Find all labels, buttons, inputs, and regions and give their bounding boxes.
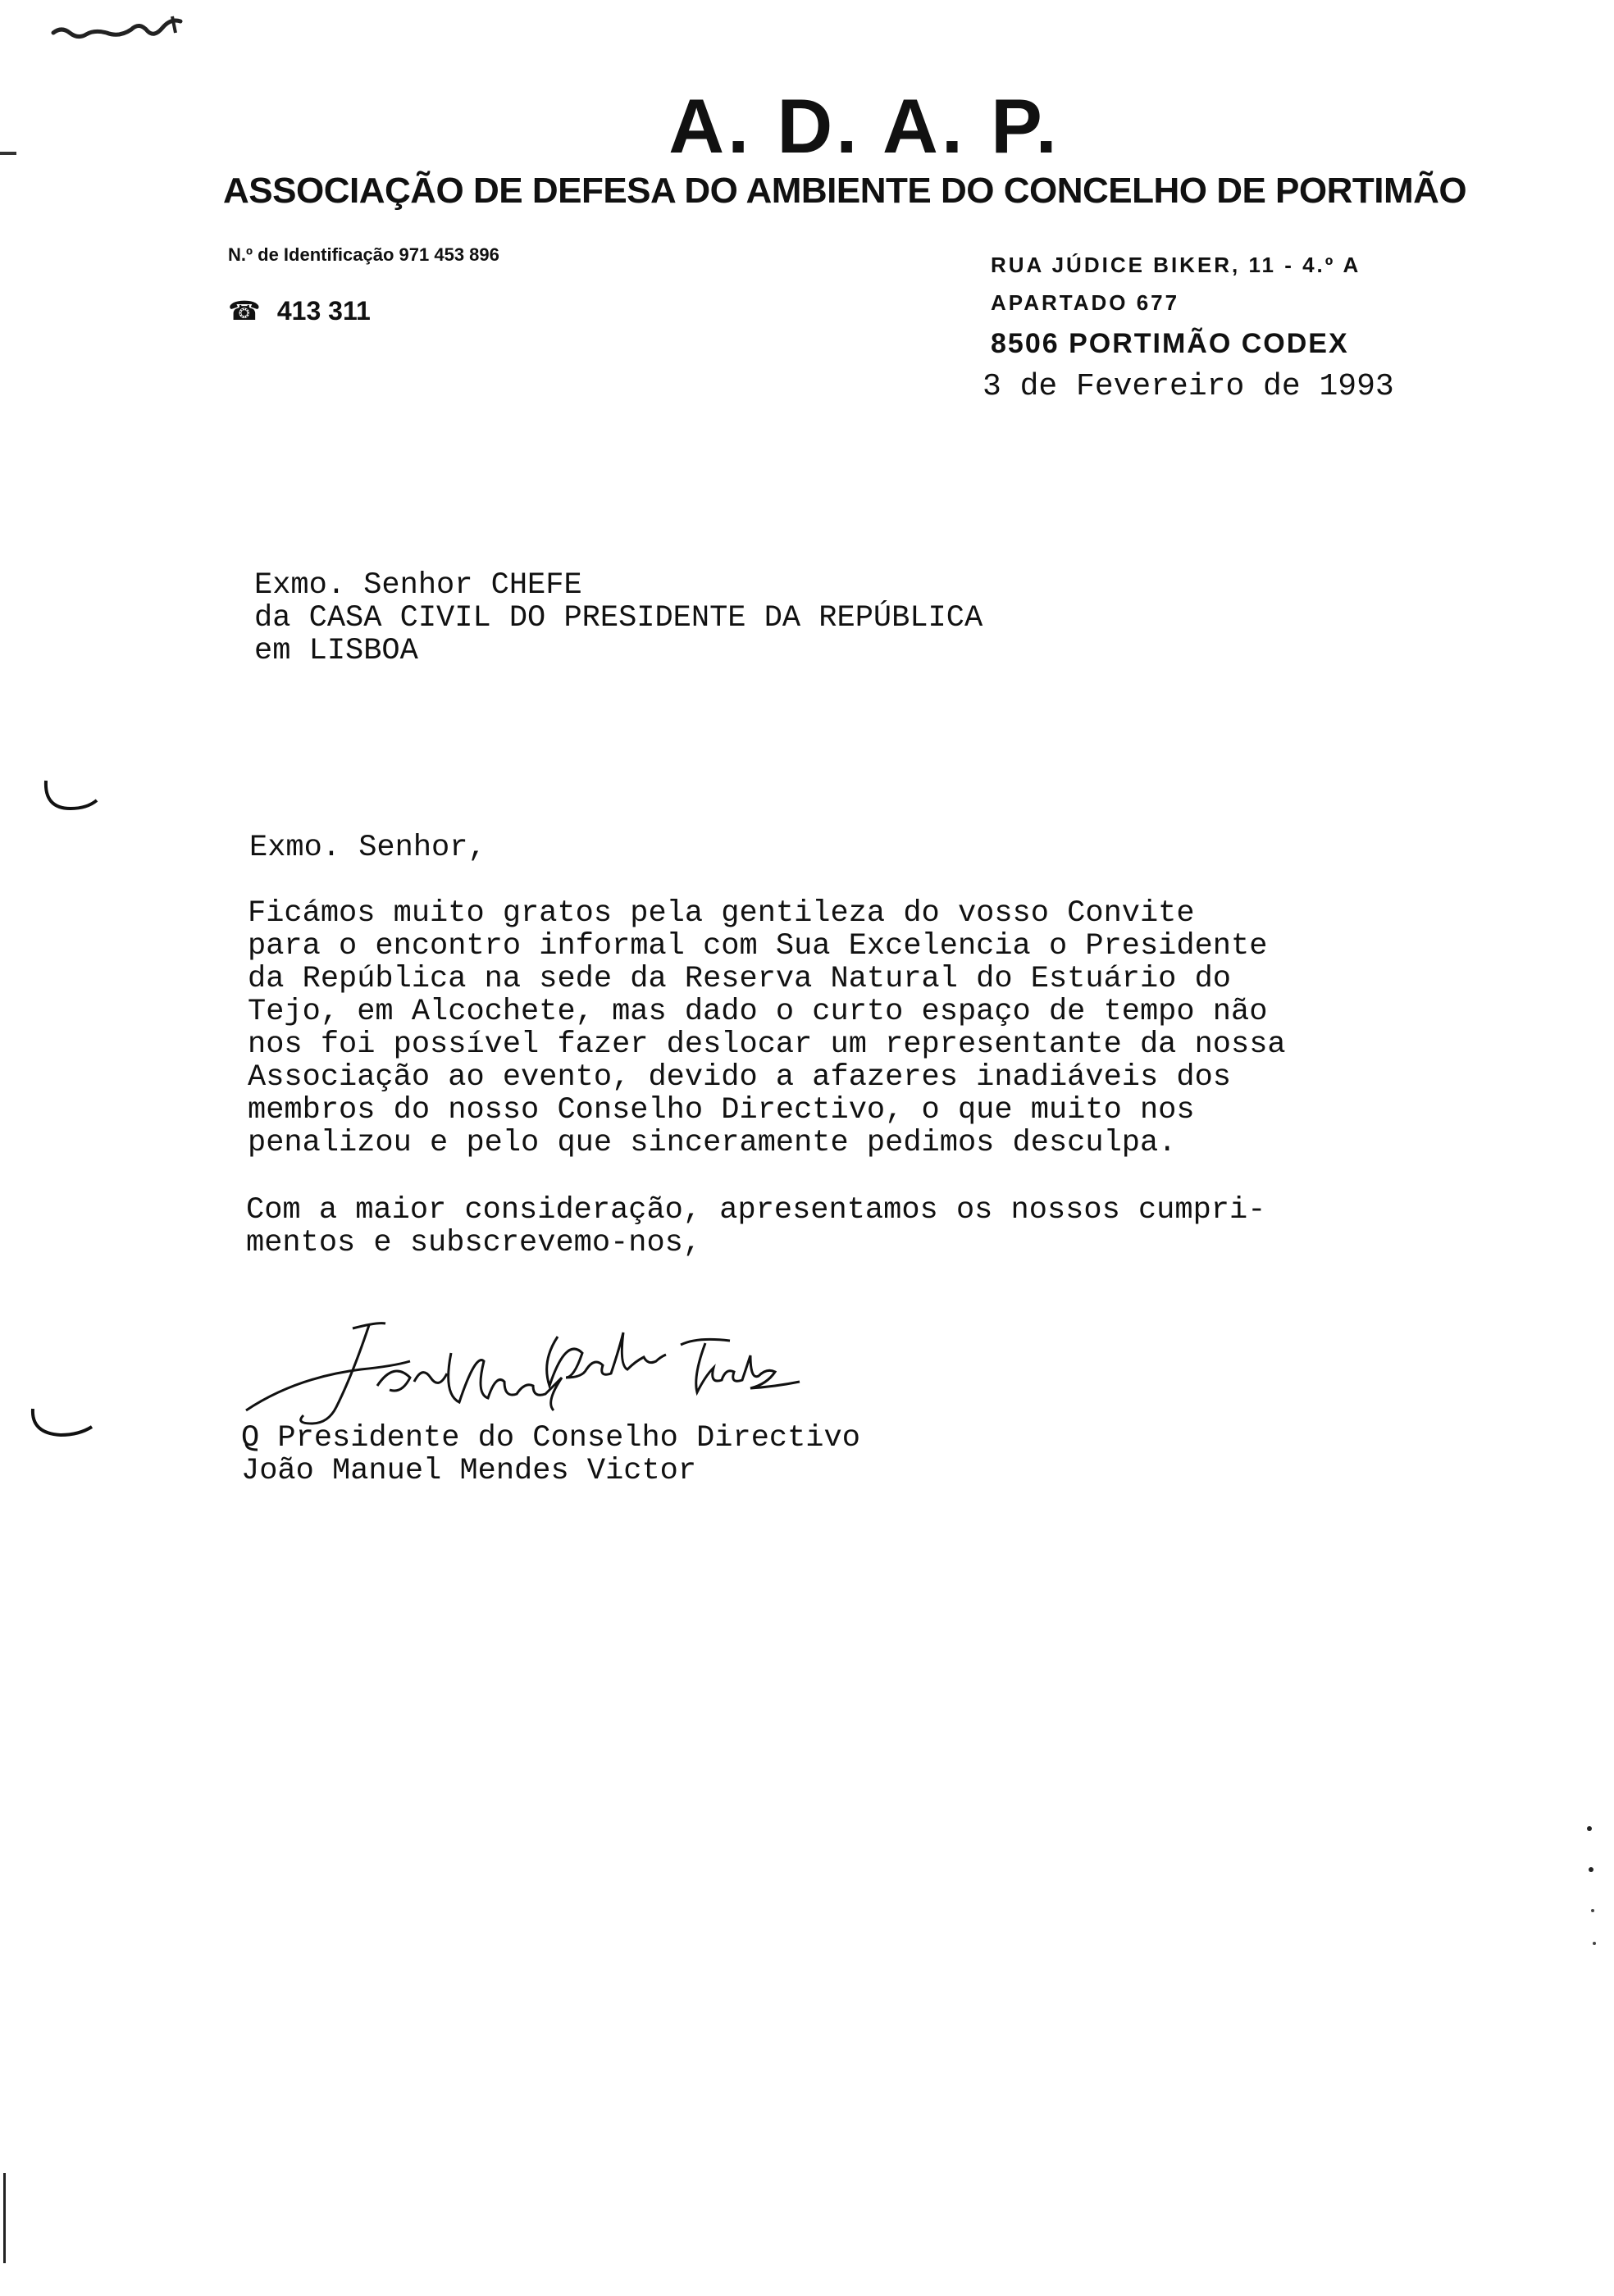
signer-name: João Manuel Mendes Victor (241, 1454, 697, 1488)
handwritten-scribble-mark (49, 8, 189, 49)
signer-title: O Presidente do Conselho Directivo (241, 1421, 860, 1456)
organization-acronym: A. D. A. P. (668, 83, 1060, 169)
phone-line (228, 295, 371, 326)
recipient-address: Exmo. Senhor CHEFE da CASA CIVIL DO PRESIDENTE DA REPÚBLICA em LISBOA (254, 568, 983, 668)
punch-hole-mark-upper (43, 779, 100, 812)
address-city: 8506 PORTIMÃO CODEX (991, 328, 1349, 359)
address-street: RUA JÚDICE BIKER, 11 - 4.º A (991, 253, 1361, 277)
address-block (991, 246, 1361, 366)
telephone-icon: ☎ (228, 296, 261, 326)
phone-number: 413 311 (276, 296, 371, 326)
salutation: Exmo. Senhor, (249, 831, 486, 865)
closing-paragraph: Com a maior consideração, apresentamos os nossos cumpri- mentos e subscrevemo-nos, (246, 1193, 1266, 1260)
organization-name: ASSOCIAÇÃO DE DEFESA DO AMBIENTE DO CONCELHO DE PORTIMÃO (223, 171, 1467, 211)
address-po-box: APARTADO 677 (991, 290, 1180, 315)
body-paragraph: Ficámos muito gratos pela gentileza do vosso Convite para o encontro informal com Sua Excelencia o Presidente da República na sede da Reserva Natural do Estuário do Tejo, em Alcochete, mas dado o curto espaço de tempo não nos foi possível fazer deslocar um representante da nossa Associação ao evento, devido a afazeres inadiáveis dos membros do nosso Conselho Directivo, o que muito nos penalizou e pelo que sinceramente pedimos desculpa. (248, 896, 1286, 1160)
margin-dots-mark (1575, 1820, 1599, 1952)
scan-edge-line (3, 2173, 7, 2263)
letter-date: 3 de Fevereiro de 1993 (983, 369, 1394, 404)
punch-hole-mark-lower (30, 1407, 95, 1440)
identification-number: N.º de Identificação 971 453 896 (228, 244, 499, 265)
